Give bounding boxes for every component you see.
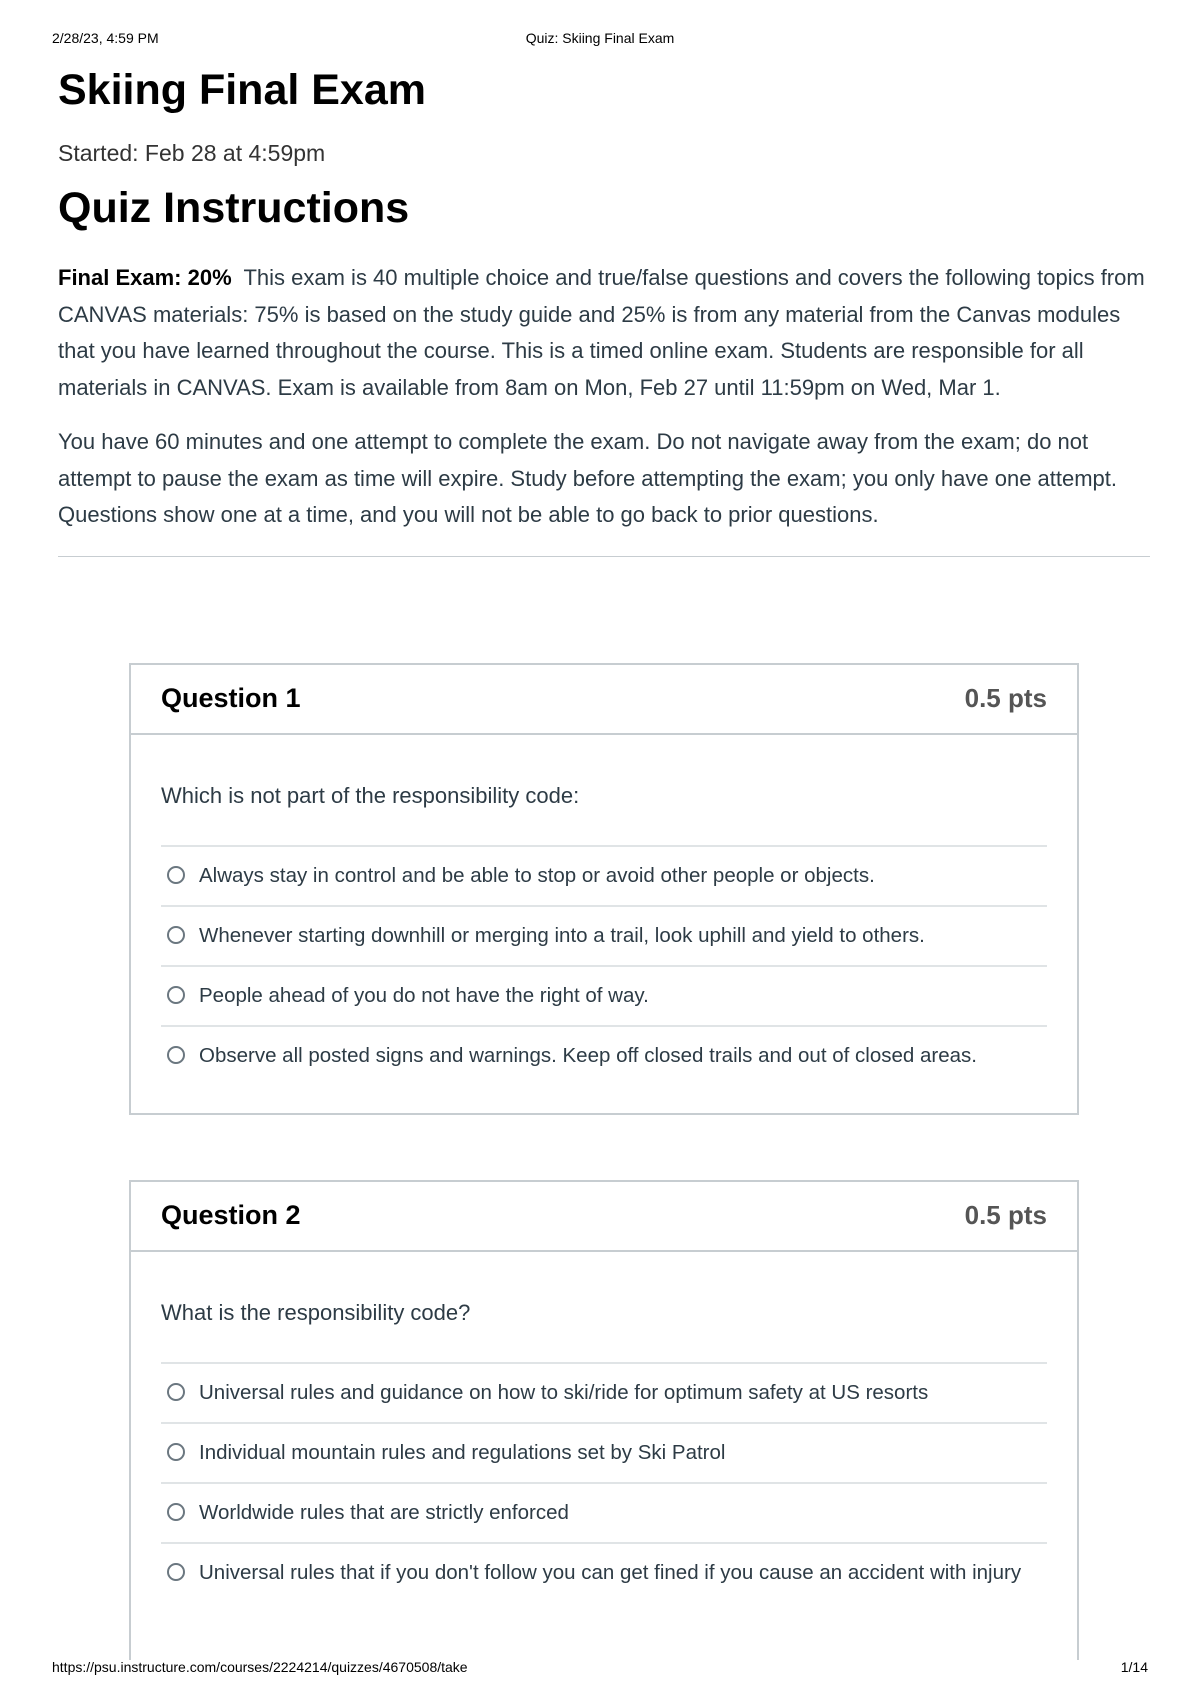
radio-button-icon[interactable]	[167, 1046, 185, 1064]
instructions-text-1: This exam is 40 multiple choice and true/false questions and covers the following topics from CANVAS materials: 75% is based on the study guide and 25% is from any material from the Canvas modules that you have learned throughout the course. This is a timed online exam. Students are responsible for all materials in CANVAS. Exam is available from 8am on Mon, Feb 27 until 11:59pm on Wed, Mar 1.	[58, 265, 1145, 400]
radio-button-icon[interactable]	[167, 986, 185, 1004]
instructions-paragraph-2: You have 60 minutes and one attempt to complete the exam. Do not navigate away from the exam; do not attempt to pause the exam as time will expire. Study before attempting the exam; you only have one attempt. Questions show one at a time, and you will not be able to go back to prior questions.	[58, 429, 1118, 527]
print-document-title: Quiz: Skiing Final Exam	[525, 30, 675, 46]
started-timestamp: Started: Feb 28 at 4:59pm	[58, 140, 326, 166]
answer-label: Universal rules that if you don't follow you can get fined if you cause an accident with injury	[199, 1561, 1022, 1584]
answer-option[interactable]	[161, 907, 1047, 967]
question-points: 0.5 pts	[964, 1200, 1047, 1230]
question-text: What is the responsibility code?	[161, 1300, 471, 1325]
radio-button-icon[interactable]	[167, 926, 185, 944]
page-number: 1/14	[1120, 1659, 1148, 1675]
instructions-paragraph-1	[58, 260, 1150, 406]
page-title: Skiing Final Exam	[58, 66, 426, 114]
radio-button-icon[interactable]	[167, 1503, 185, 1521]
question-title: Question 2	[161, 1200, 301, 1230]
question-header	[131, 1182, 1077, 1252]
answer-list	[161, 1362, 1047, 1602]
radio-button-icon[interactable]	[167, 1443, 185, 1461]
radio-button-icon[interactable]	[167, 866, 185, 884]
answer-option[interactable]	[161, 967, 1047, 1027]
answer-label: Universal rules and guidance on how to ski/ride for optimum safety at US resorts	[199, 1381, 929, 1404]
answer-option[interactable]	[161, 1027, 1047, 1085]
quiz-content	[58, 60, 1150, 557]
answer-option[interactable]	[161, 1364, 1047, 1424]
answer-option[interactable]	[161, 1484, 1047, 1544]
print-url: https://psu.instructure.com/courses/2224214/quizzes/4670508/take	[52, 1659, 468, 1675]
answer-label: Always stay in control and be able to stop or avoid other people or objects.	[199, 864, 875, 887]
answer-label: Whenever starting downhill or merging into a trail, look uphill and yield to others.	[199, 924, 925, 947]
print-header	[52, 30, 1148, 50]
instructions-bold-lead: Final Exam: 20%	[58, 265, 232, 290]
answer-option[interactable]	[161, 1424, 1047, 1484]
print-footer	[52, 1659, 1148, 1679]
question-title: Question 1	[161, 683, 301, 713]
print-datetime: 2/28/23, 4:59 PM	[52, 30, 159, 46]
answer-label: Individual mountain rules and regulations set by Ski Patrol	[199, 1441, 726, 1464]
instructions-heading: Quiz Instructions	[58, 184, 410, 232]
question-card	[129, 1180, 1079, 1660]
answer-list	[161, 845, 1047, 1085]
question-header	[131, 665, 1077, 735]
question-body	[131, 1252, 1077, 1602]
section-divider	[58, 556, 1150, 557]
question-text: Which is not part of the responsibility code:	[161, 783, 580, 808]
radio-button-icon[interactable]	[167, 1383, 185, 1401]
answer-option[interactable]	[161, 1544, 1047, 1602]
question-body	[131, 735, 1077, 1085]
answer-label: People ahead of you do not have the right of way.	[199, 984, 649, 1007]
question-points: 0.5 pts	[964, 683, 1047, 713]
answer-option[interactable]	[161, 847, 1047, 907]
answer-label: Worldwide rules that are strictly enforced	[199, 1501, 569, 1524]
question-card	[129, 663, 1079, 1115]
radio-button-icon[interactable]	[167, 1563, 185, 1581]
answer-label: Observe all posted signs and warnings. Keep off closed trails and out of closed areas.	[199, 1044, 977, 1067]
